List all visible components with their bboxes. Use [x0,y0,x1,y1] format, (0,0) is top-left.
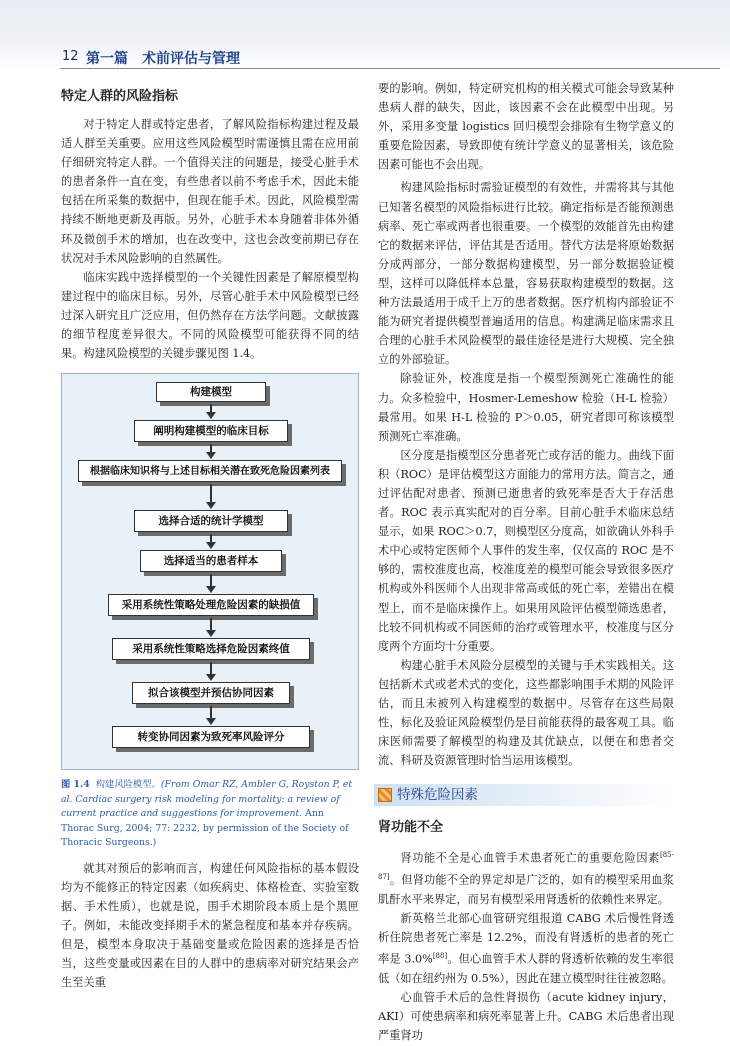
paragraph-text: 。但心血管手术人群的肾透析依赖的发生率很低（如在纽约州为 0.5%），因此在建立模型时往往被忽略。 [378,953,674,986]
header-rule [60,68,720,69]
flow-step-9: 转变协同因素为致死率风险评分 [112,726,310,748]
flow-step-5: 选择适当的患者样本 [140,550,282,572]
flow-step-7: 采用系统性策略选择危险因素终值 [112,638,310,660]
subsection-heading-renal: 肾功能不全 [378,820,444,836]
section-marker-icon [378,788,392,802]
paragraph: 临床实践中选择模型的一个关键性因素是了解原模型构建过程中的临床目标。另外，尽管心脏手术中风险模型已经过深入研究且广泛应用，但仍然存在方法学问题。文献披露的细节程度差异很大。不同的风险模型可能获得不同的结果。构建风险模型的关键步骤见图 1.4。 [61,270,359,361]
paragraph-text: 肾功能不全是心血管手术患者死亡的重要危险因素 [400,852,660,866]
paragraph-text: 。但肾功能不全的界定却是广泛的，如有的模型采用血浆肌酐水平来界定，而另有模型采用肾透析的依赖性来界定。 [378,873,674,907]
arrow [210,484,212,504]
arrow-head [206,674,216,681]
arrow-head [206,586,216,593]
citation: [85-87] [378,851,674,882]
arrow-head [206,718,216,725]
paragraph: 构建心脏手术风险分层模型的关键与手术实践相关。这包括新术式或老术式的变化，这些都影响围手术期的风险评估，而且未被列入构建模型的数据中。尽管存在这些局限性，标化及验证风险模型仍是目前能获得的最客观工具。临床医师需要了解模型的构建及其优缺点，以便在和患者交流、科研及资源管理时恰当运用该模型。 [378,658,674,768]
flow-step-3: 根据临床知识将与上述目标相关潜在致死危险因素列表 [78,460,342,482]
arrow-head [206,630,216,637]
figure-source: (From Omar RZ, Ambler G, Royston P, et al. Cardiac surgery risk modeling for mortality: a review of current practice and suggestions for improvement. [61,779,353,820]
flow-step-1: 构建模型 [156,382,266,402]
flow-step-8: 拟合该模型并预估协同因素 [132,682,290,704]
flow-step-2: 阐明构建模型的临床目标 [134,420,288,442]
paragraph: 除验证外，校准度是指一个模型预测死亡准确性的能力。众多检验中，Hosmer-Lemeshow 检验（H-L 检验）最常用。如果 H-L 检验的 P＞0.05，研究者即可称该模型预测死亡率准确。 [378,372,674,443]
paragraph [378,79,674,174]
paragraph: 就其对预后的影响而言，构建任何风险指标的基本假设均为不能修正的特定因素（如疾病史、体格检查、实验室数据、手术性质），也就是说，围手术期阶段本质上是个黑匣子。例如，未能改变择期手术的紧急程度和基本并存疾病。但是，模型本身取决于基础变量或危险因素的选择是否恰当，这些变量或因素在目的人群中的患病率对研究结果会产生至关重 [61,861,359,990]
section-title: 特殊危险因素 [397,786,478,803]
paragraph-text: 要的影响。例如，特定研究机构的相关模式可能会导致某种患病人群的缺失，因此，该因素不会在此模型中出现。另外，采用多变量 logistics 回归模型会排除有生物学意义的重要危险因素，导致即使有统计学意义的显著相关，该危险因素可能也不会出现。 [378,82,674,172]
section-band [374,784,674,806]
arrow-head [206,542,216,549]
paragraph: 心血管手术后的急性肾损伤（acute kidney injury，AKI）可使患病率和病死率显著上升。CABG 术后患者出现严重肾功 [378,991,674,1043]
arrow-head [206,412,216,419]
flow-step-4: 选择合适的统计学模型 [134,510,288,532]
paragraph: 对于特定人群或特定患者，了解风险指标构建过程及最适人群至关重要。应用这些风险模型时需谨慎且需在应用前仔细研究特定人群。一个值得关注的问题是，接受心脏手术的患者条件一直在变，有些患者以前不考虑手术，因此未能包括在所采集的数据中，但现在能手术。因此，风险模型需持续不断地更新及再版。另外，心脏手术本身随着非体外循环及微创手术的增加，也在改变中，这也会改变前期已存在状况对手术风险影响的自然属性。 [61,118,359,265]
figure-caption [61,778,359,851]
paragraph [378,846,674,909]
citation: [88] [432,952,448,961]
paragraph: 区分度是指模型区分患者死亡或存活的能力。曲线下面积（ROC）是评估模型这方面能力的常用方法。简言之，通过评估配对患者、预测已逝患者的致死率是否大于存活患者。ROC 表示真实配对的百分率。目前心脏手术临床总结显示，如果 ROC＞0.7，则模型区分度高，如欲确认外科手术中心或特定医师个人事件的发生率，仅仅高的 ROC 是不够的，需校准度也高，校准度差的模型可能会导致很多医疗机构或外科医师个人出现非常高或低的死亡率，差错出在模型上，而不是临床操作上。如果用风险评估模型筛选患者，比较不同机构或不同医师的治疗或管理水平，校准度与区分度两个方面均十分重要。 [378,448,674,653]
right-column [378,79,674,1046]
left-column [61,87,359,992]
flow-step-6: 采用系统性策略处理危险因素的缺损值 [108,594,314,616]
paragraph-text: 新英格兰北部心血管研究组报道 CABG 术后慢性肾透析住院患者死亡率是 12.2%，而没有肾透析的患者的死亡率是 3.0% [378,912,674,967]
figure-number: 图 1.4 [61,779,90,791]
paragraph: 构建风险指标时需验证模型的有效性，并需将其与其他已知著名模型的风险指标进行比较。确定指标是否能预测患病率、死亡率或两者也很重要。一个模型的效能首先由构建它的数据来评估，评估其是否适用。替代方法是将原始数据分成两部分，一部分数据构建模型，另一部分数据验证模型，这样可以降低样本总量，容易获取构建模型的数据。这种方法最适用于成千上万的患者数据。医疗机构内部验证不能为研究者提供模型普遍适用的信息。构建满足临床需求且合理的心脏手术风险模型的最佳途径是进行大规模、完全独立的外部验证。 [378,181,674,367]
chapter-title: 第一篇 术前评估与管理 [86,51,240,67]
figure-source-journal: Ann Thorac Surg, 2004; 77: 2232, by permission of the Society of Thoracic Surgeons.) [61,808,349,849]
figure-flowchart [61,373,359,770]
figure-title: 构建风险模型。 [95,779,161,791]
page-number: 12 [62,49,79,64]
paragraph [378,909,674,988]
arrow-head [206,452,216,459]
arrow-head [206,502,216,509]
section-heading-risk-indicators: 特定人群的风险指标 [61,89,179,104]
